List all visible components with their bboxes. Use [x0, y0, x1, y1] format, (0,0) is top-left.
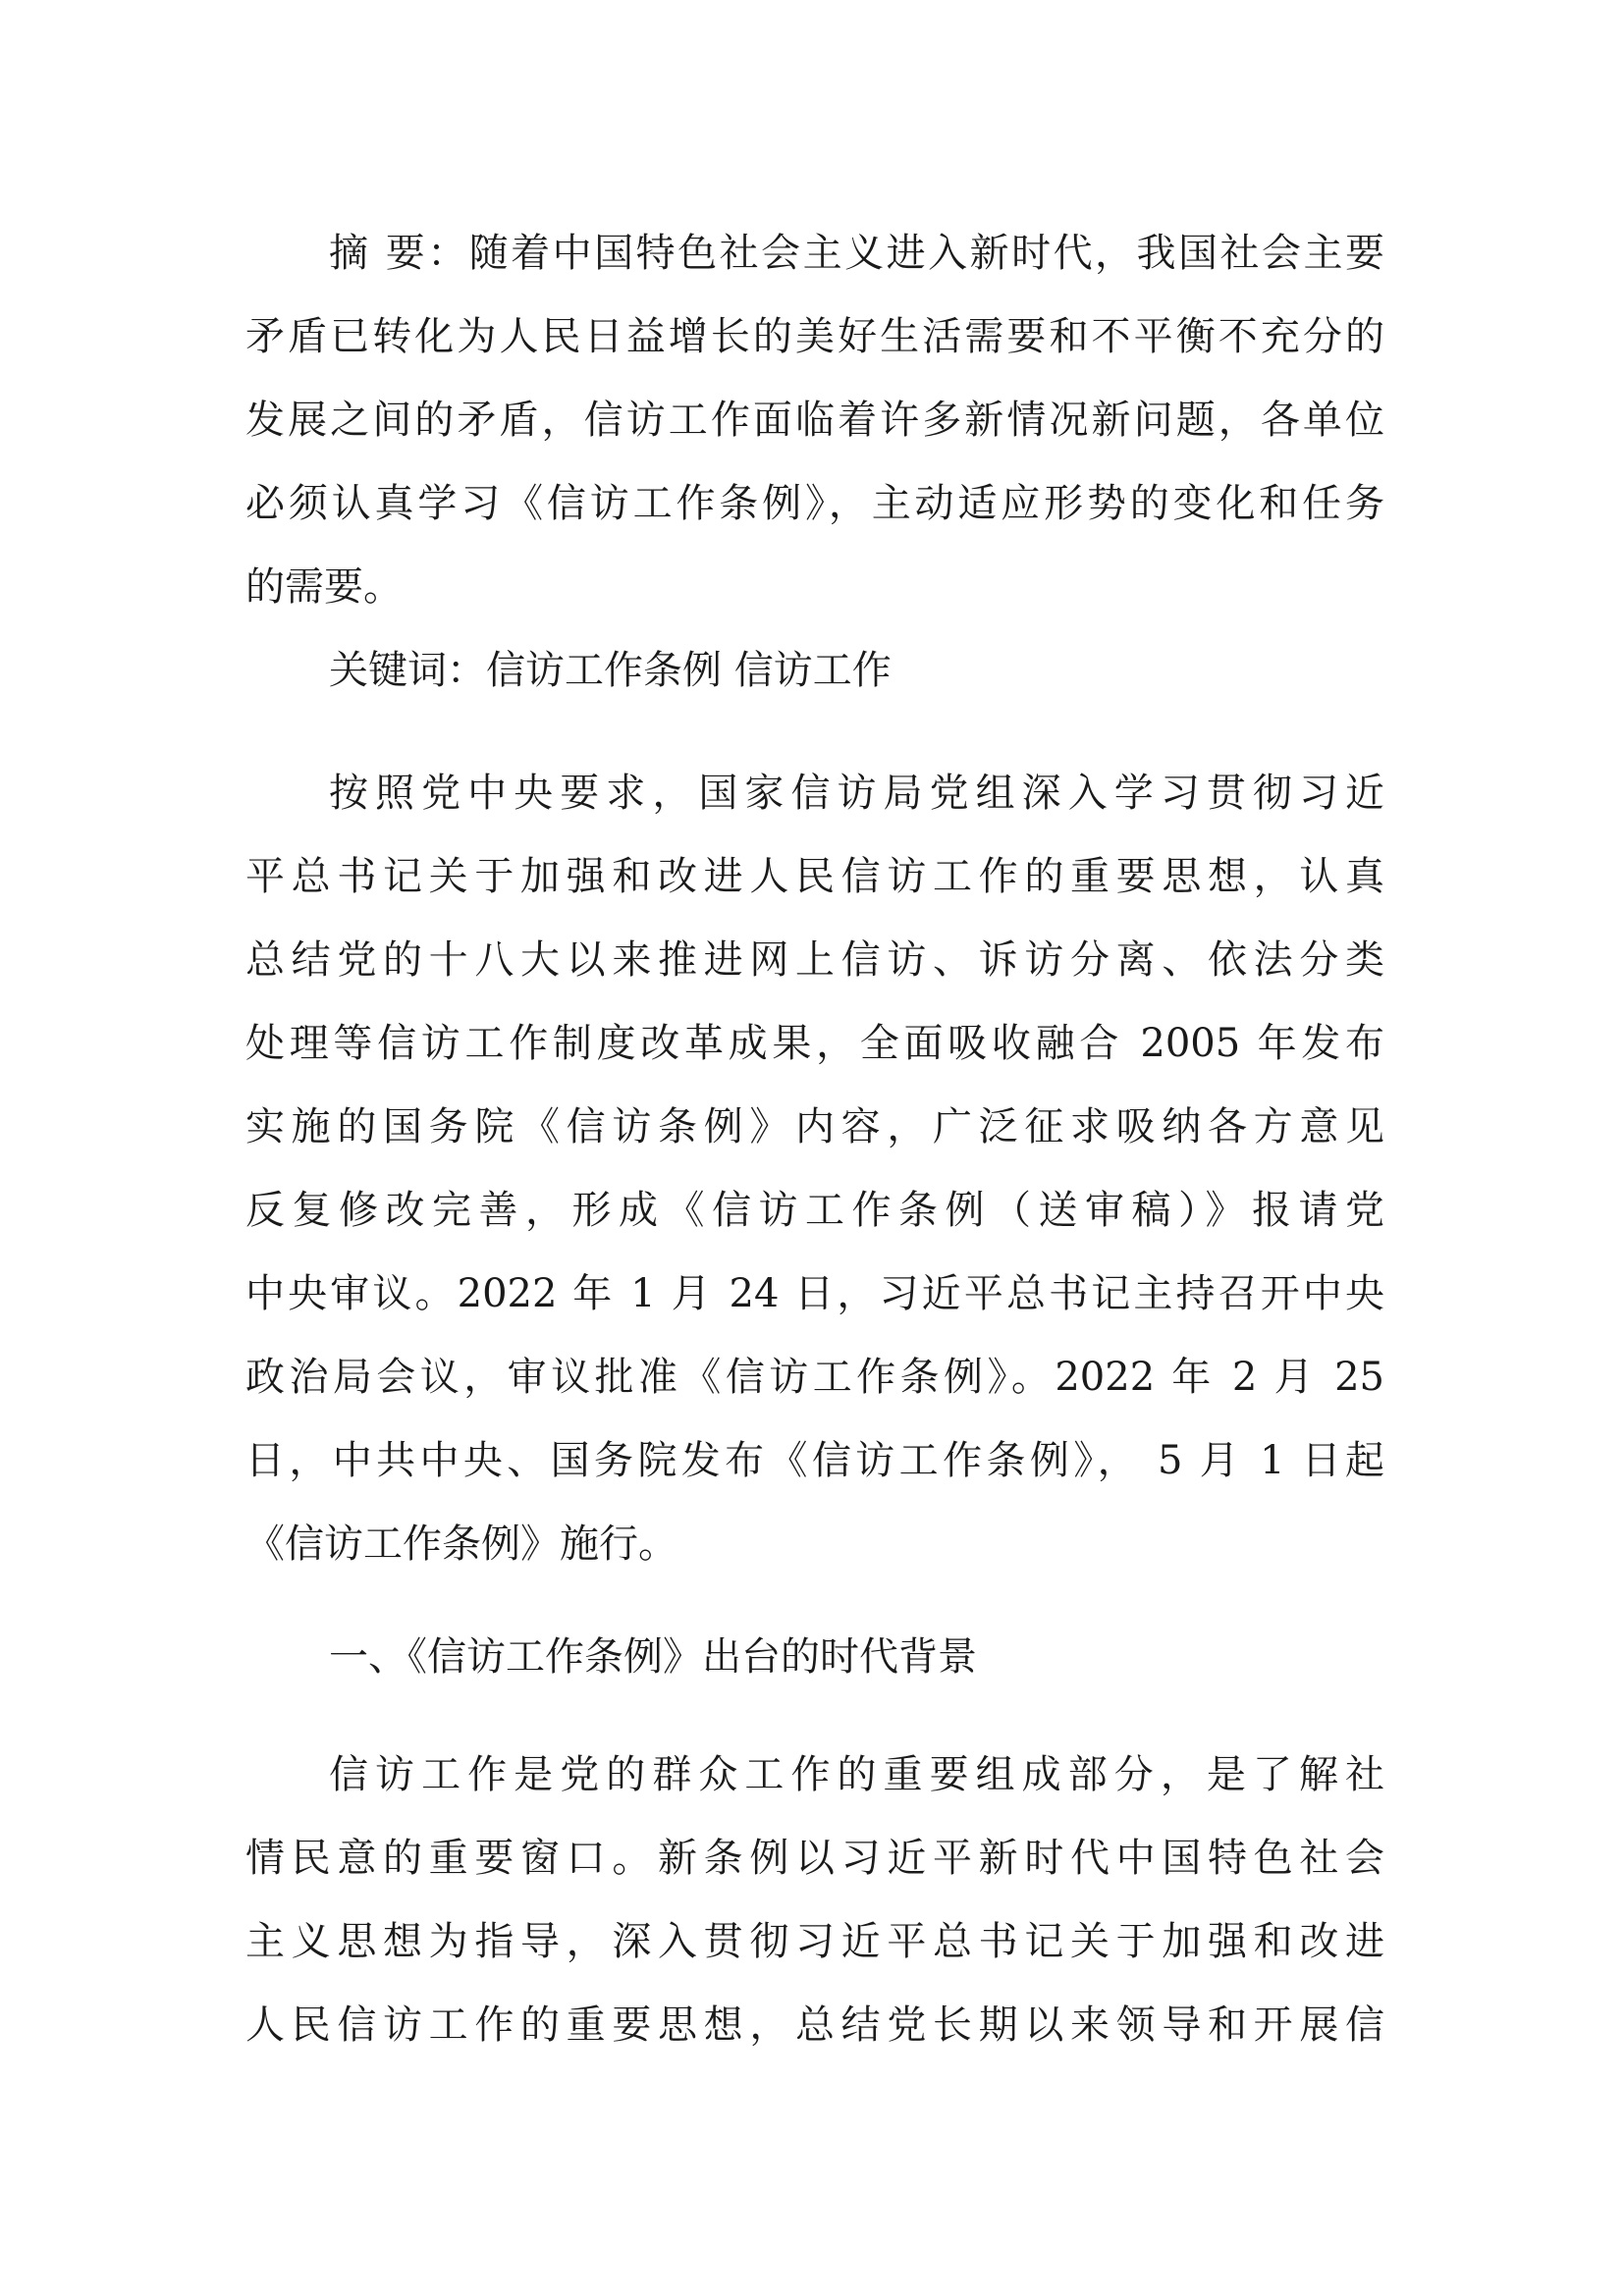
intro-line-3: 总结党的十八大以来推进网上信访、诉访分离、依法分类: [245, 937, 1384, 983]
abstract-line-4: 必须认真学习《信访工作条例》，主动适应形势的变化和任务: [245, 481, 1384, 526]
intro-line-2: 平总书记关于加强和改进人民信访工作的重要思想，认真: [245, 854, 1384, 899]
section1-line-4: 人民信访工作的重要思想，总结党长期以来领导和开展信: [245, 2002, 1384, 2048]
intro-line-10: 《信访工作条例》施行。: [245, 1522, 677, 1567]
keywords-label: 关键词：: [329, 648, 486, 693]
abstract-line-2: 矛盾已转化为人民日益增长的美好生活需要和不平衡不充分的: [245, 314, 1384, 359]
abstract-text: 随着中国特色社会主义进入新时代，我国社会主要: [468, 231, 1385, 276]
abstract-label: 摘 要：: [329, 231, 469, 276]
intro-line-5: 实施的国务院《信访条例》内容，广泛征求吸纳各方意见: [245, 1104, 1384, 1149]
intro-line-4: 处理等信访工作制度改革成果，全面吸收融合 2005 年发布: [245, 1021, 1384, 1066]
keywords-text: 信访工作条例 信访工作: [486, 648, 892, 693]
keywords-line: [329, 643, 1384, 698]
section1-line-2: 情民意的重要窗口。新条例以习近平新时代中国特色社会: [245, 1836, 1384, 1881]
intro-line-8: 政治局会议，审议批准《信访工作条例》。2022 年 2 月 25: [245, 1355, 1384, 1400]
intro-line-9: 日，中共中央、国务院发布《信访工作条例》， 5 月 1 日起: [245, 1438, 1384, 1483]
intro-line-6: 反复修改完善，形成《信访工作条例（送审稿）》报请党: [245, 1188, 1384, 1233]
abstract-line-3: 发展之间的矛盾，信访工作面临着许多新情况新问题，各单位: [245, 398, 1384, 443]
intro-line-7: 中央审议。2022 年 1 月 24 日，习近平总书记主持召开中央: [245, 1271, 1384, 1316]
section-heading: 一、《信访工作条例》出台的时代背景: [329, 1634, 977, 1680]
abstract-line-1: [329, 226, 1384, 281]
section1-line-1: 信访工作是党的群众工作的重要组成部分，是了解社: [329, 1752, 1384, 1797]
intro-line-1: 按照党中央要求，国家信访局党组深入学习贯彻习近: [329, 771, 1384, 816]
abstract-line-5: 的需要。: [245, 564, 403, 610]
section1-line-3: 主义思想为指导，深入贯彻习近平总书记关于加强和改进: [245, 1919, 1384, 1964]
